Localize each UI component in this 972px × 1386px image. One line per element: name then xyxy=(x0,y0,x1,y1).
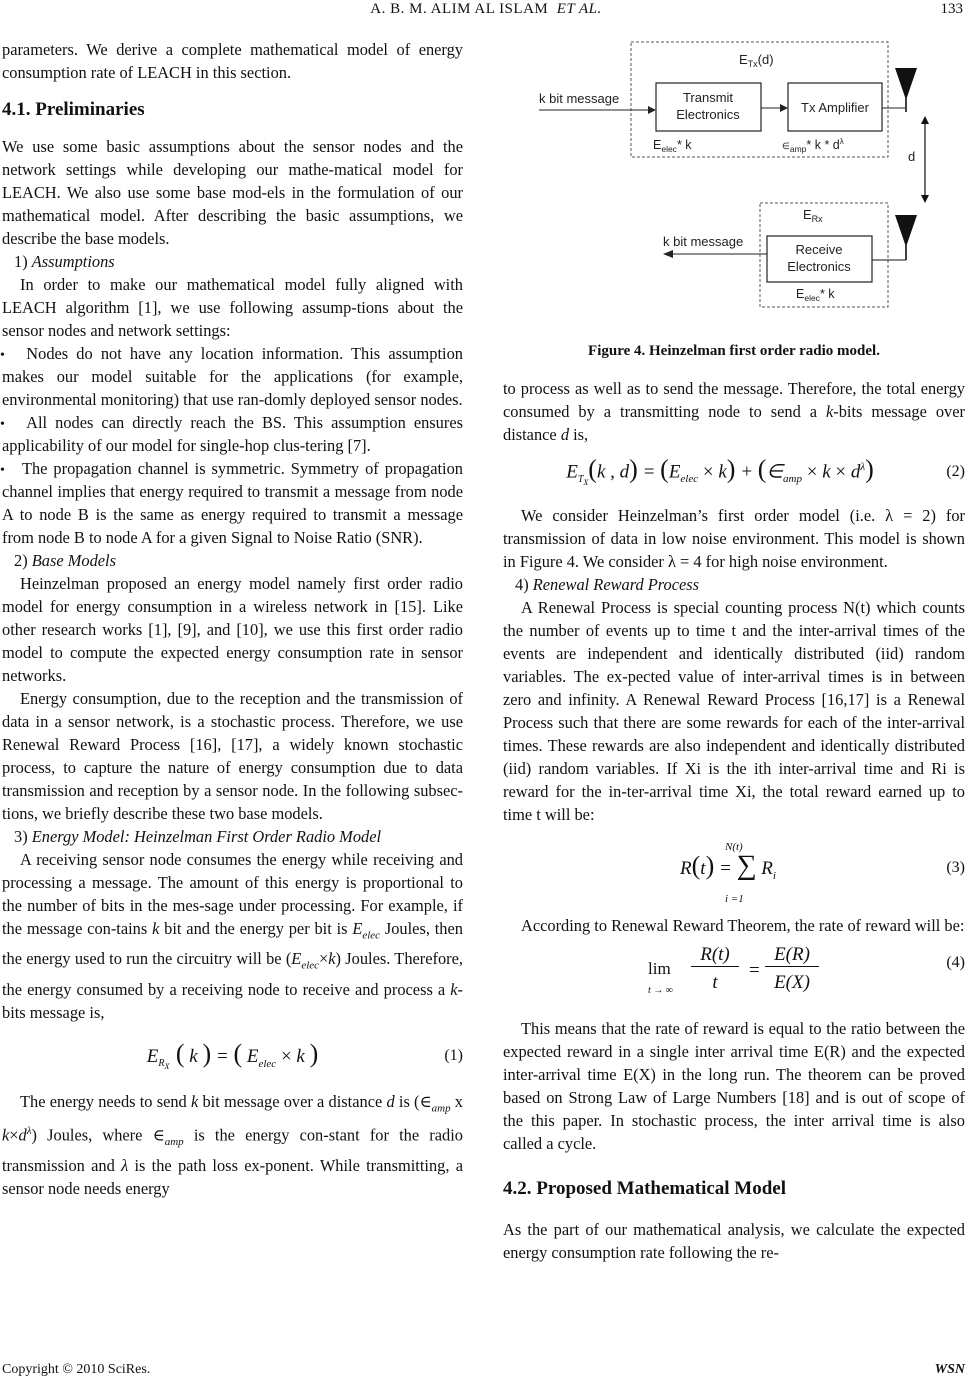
bullet-item xyxy=(2,411,463,457)
expected-interval: E(X) xyxy=(774,972,810,993)
sum-upper-limit: N(t) xyxy=(725,841,743,853)
equation-3-body: R(t) = ∑ $R_i$ xyxy=(680,850,776,882)
bullet-text: The propagation channel is symmetric. Symmetry of propagation channel implies that energy required to transmit a message from node A to node B is the same as energy required to transmit a message from node B to node A for a given Signal to Noise Ratio (SNR). xyxy=(2,459,463,547)
total-energy-paragraph: to process as well as to send the message. Therefore, the total energy consumed by a transmitting node to send a k-bits message over distance d is, xyxy=(503,379,965,444)
transmit-electronics-label-line2: Electronics xyxy=(676,107,740,122)
rate-of-reward-paragraph: This means that the rate of reward is equal to the ratio between the expected reward in a single inter arrival time E(R) and the expected inter-arrival time E(X) in the long run. The theorem can be proved based on Strong Law of Large Numbers [18] and is out of scope of the this paper. In stochastic process, the inter arrival time is also called a cycle. xyxy=(503,1019,965,1153)
eelec-tx-label: $E_{elec}*$ k xyxy=(653,138,692,154)
subheading-title: Assumptions xyxy=(31,252,115,271)
equals-sign: = xyxy=(749,960,760,981)
tx-amplifier-label: Tx Amplifier xyxy=(801,100,869,115)
distance-arrow-down xyxy=(921,195,929,203)
running-head-authors: A. B. M. ALIM AL ISLAM xyxy=(370,1,549,17)
equation-1 xyxy=(2,1028,463,1086)
kbit-message-tx-label: k bit message xyxy=(539,91,620,106)
subheading-number: 2) xyxy=(14,551,28,570)
page-number: 133 xyxy=(940,1,963,17)
eamp-label: $\in_{amp}*$ k * $d^\lambda$ xyxy=(782,137,844,154)
expected-reward: E(R) xyxy=(765,943,819,967)
bullet-marker xyxy=(2,411,10,419)
page-footer xyxy=(0,1362,972,1384)
equation-number: (4) xyxy=(946,954,965,971)
receiving-node-paragraph: A receiving sensor node consumes the energy while receiving and processing a message. The amount of this energy is proportional to the number of bits in the mes-sage under processing. For example, if the message con-tains k bit and the energy per bit is $E_{elec}$ Joules, then the energy used to run the circuitry will be $(E_{elec}\times k)$ Joules. Therefore, the energy consumed by a receiving node to receive and process a k-bits message is, xyxy=(2,850,464,1022)
section-heading-preliminaries: 4.1. Preliminaries xyxy=(2,99,145,120)
energy-consumption-paragraph: Energy consumption, due to the reception and the transmission of data in a sensor network, is a stochastic process. Therefore, we use Renewal Reward Process [16], [17], a widely known stochastic process, to capture the nature of energy consumption due to data transmission and reception by a sensor node. In the following subsec-tions, we briefly describe these two base models. xyxy=(2,689,463,823)
equation-4 xyxy=(503,941,965,1013)
erx-label: $E_{Rx}$ xyxy=(803,207,823,224)
receive-electronics-label-line1: Receive xyxy=(795,242,843,257)
subheading-assumptions xyxy=(2,250,463,273)
section-heading-proposed-model: 4.2. Proposed Mathematical Model xyxy=(503,1178,787,1199)
radio-model-diagram xyxy=(503,20,965,320)
left-column xyxy=(2,38,463,1200)
etx-label: $E_{Tx}(d)$ xyxy=(739,52,774,69)
equation-number: (2) xyxy=(946,463,965,480)
subheading-number: 1) xyxy=(14,252,28,271)
heinzelman-model-paragraph: We consider Heinzelman’s first order model (i.e. λ = 2) for transmission of data in low noise environment. This model is shown in Figure 4. We consider λ = 4 for high noise environment. xyxy=(503,506,965,571)
right-column xyxy=(503,20,965,1264)
kbit-message-rx-label: k bit message xyxy=(663,234,744,249)
subheading-energy-model xyxy=(2,825,463,848)
tx-input-arrowhead xyxy=(648,106,656,114)
tx-internal-arrowhead xyxy=(780,104,788,112)
copyright-notice: Copyright © 2010 SciRes. xyxy=(2,1362,151,1377)
assumptions-paragraph: In order to make our mathematical model fully aligned with LEACH algorithm [1], we use following assump-tions about the sensor nodes and network settings: xyxy=(2,275,463,340)
journal-name: WSN xyxy=(934,1362,965,1377)
bullet-item xyxy=(2,457,463,549)
tx-antenna-icon xyxy=(895,68,917,100)
running-head-et-al: ET AL. xyxy=(556,1,602,17)
bullet-marker xyxy=(2,457,10,465)
subheading-title: Base Models xyxy=(31,551,116,570)
subheading-number: 4) xyxy=(515,575,529,594)
reward-theorem-paragraph: According to Renewal Reward Theorem, the rate of reward will be: xyxy=(521,916,965,935)
limit-operator: lim xyxy=(648,959,671,978)
figure-radio-model xyxy=(503,20,965,338)
equation-1-body: $E_{R_X}$ ( k ) = ( $E_{elec} \times k$ ) xyxy=(146,1038,319,1072)
receive-electronics-label-line2: Electronics xyxy=(787,259,851,274)
equation-number: (3) xyxy=(946,859,965,876)
sum-lower-limit: i =1 xyxy=(725,893,744,905)
transmit-energy-paragraph: The energy needs to send k bit message over a distance d is ($\in_{amp}$ x $k\times d^\lambda$) Joules, where $\in_{amp}$ is the energy con-stant for the radio transmission and λ is the path loss ex-ponent. While transmitting, a sensor node needs energy xyxy=(2,1091,464,1198)
equation-2-body: $E_{T_X}(k$ , $d) = (E_{elec} \times k)$ + $(\in_{amp} \times k \times d^\lambda)$ xyxy=(566,454,874,488)
distance-label: d xyxy=(908,149,916,164)
proposed-model-paragraph: As the part of our mathematical analysis, we calculate the expected energy consumption rate following the re- xyxy=(503,1220,965,1262)
figure-caption: Figure 4. Heinzelman first order radio model. xyxy=(588,343,880,359)
preliminaries-paragraph: We use some basic assumptions about the sensor nodes and the network settings while developing our mathe-matical model for LEACH. We also use some base mod-els in the formulation of our mathematical model. After describing the basic assumptions, we describe the base models. xyxy=(2,137,463,248)
subheading-title: Renewal Reward Process xyxy=(532,575,700,594)
distance-arrow-up xyxy=(921,116,929,124)
bullet-item xyxy=(2,342,463,411)
base-models-paragraph: Heinzelman proposed an energy model namely first order radio model for energy consumption in a wireless network in [15]. Like other research works [1], [9], and [10], we use this first order radio model to compute the expected energy consumption rate in sensor networks. xyxy=(2,574,463,685)
renewal-process-paragraph: A Renewal Process is special counting process N(t) which counts the number of events up to time t and the inter-arrival times of the events are independent and identically distributed (iid) random variables. The ex-pected value of inter-arrival times is in between zero and infinity. A Renewal Reward Process [16,17] is a Renewal Process such that there are some rewards for each of the inter-arrival times. These rewards are also independent and identically distributed (iid) random variables. If Xi is the ith inter-arrival time and Ri is reward for the in-ter-arrival time Xi, the total reward earned up to time t will be: xyxy=(503,598,965,824)
equation-number: (1) xyxy=(444,1046,463,1064)
bullet-marker xyxy=(2,342,10,350)
page-header xyxy=(0,0,972,22)
eelec-rx-label: $E_{elec}*$ k xyxy=(796,287,835,303)
subheading-number: 3) xyxy=(14,827,28,846)
subheading-renewal-reward xyxy=(503,573,965,596)
running-head xyxy=(0,1,972,18)
subheading-base-models xyxy=(2,549,463,572)
equation-3 xyxy=(503,830,965,910)
equation-2 xyxy=(503,450,965,500)
bullet-text: Nodes do not have any location information. This assumption makes our model suitable for the applications (for example, environmental monitoring) that use ran-domly deployed sensor nodes. xyxy=(2,344,463,409)
intro-paragraph: parameters. We derive a complete mathematical model of energy consumption rate of LEACH in this section. xyxy=(2,40,463,82)
bullet-text: All nodes can directly reach the BS. This assumption ensures applicability of our model for single-hop clus-tering [7]. xyxy=(2,413,463,455)
transmit-electronics-label-line1: Transmit xyxy=(682,90,734,105)
limit-denominator: t xyxy=(712,972,718,993)
limit-subscript: t → ∞ xyxy=(648,985,673,996)
rx-output-arrowhead xyxy=(663,250,673,258)
rx-antenna-icon xyxy=(895,215,917,247)
subheading-title: Energy Model: Heinzelman First Order Radio Model xyxy=(31,827,382,846)
limit-numerator: R(t) xyxy=(691,943,739,967)
